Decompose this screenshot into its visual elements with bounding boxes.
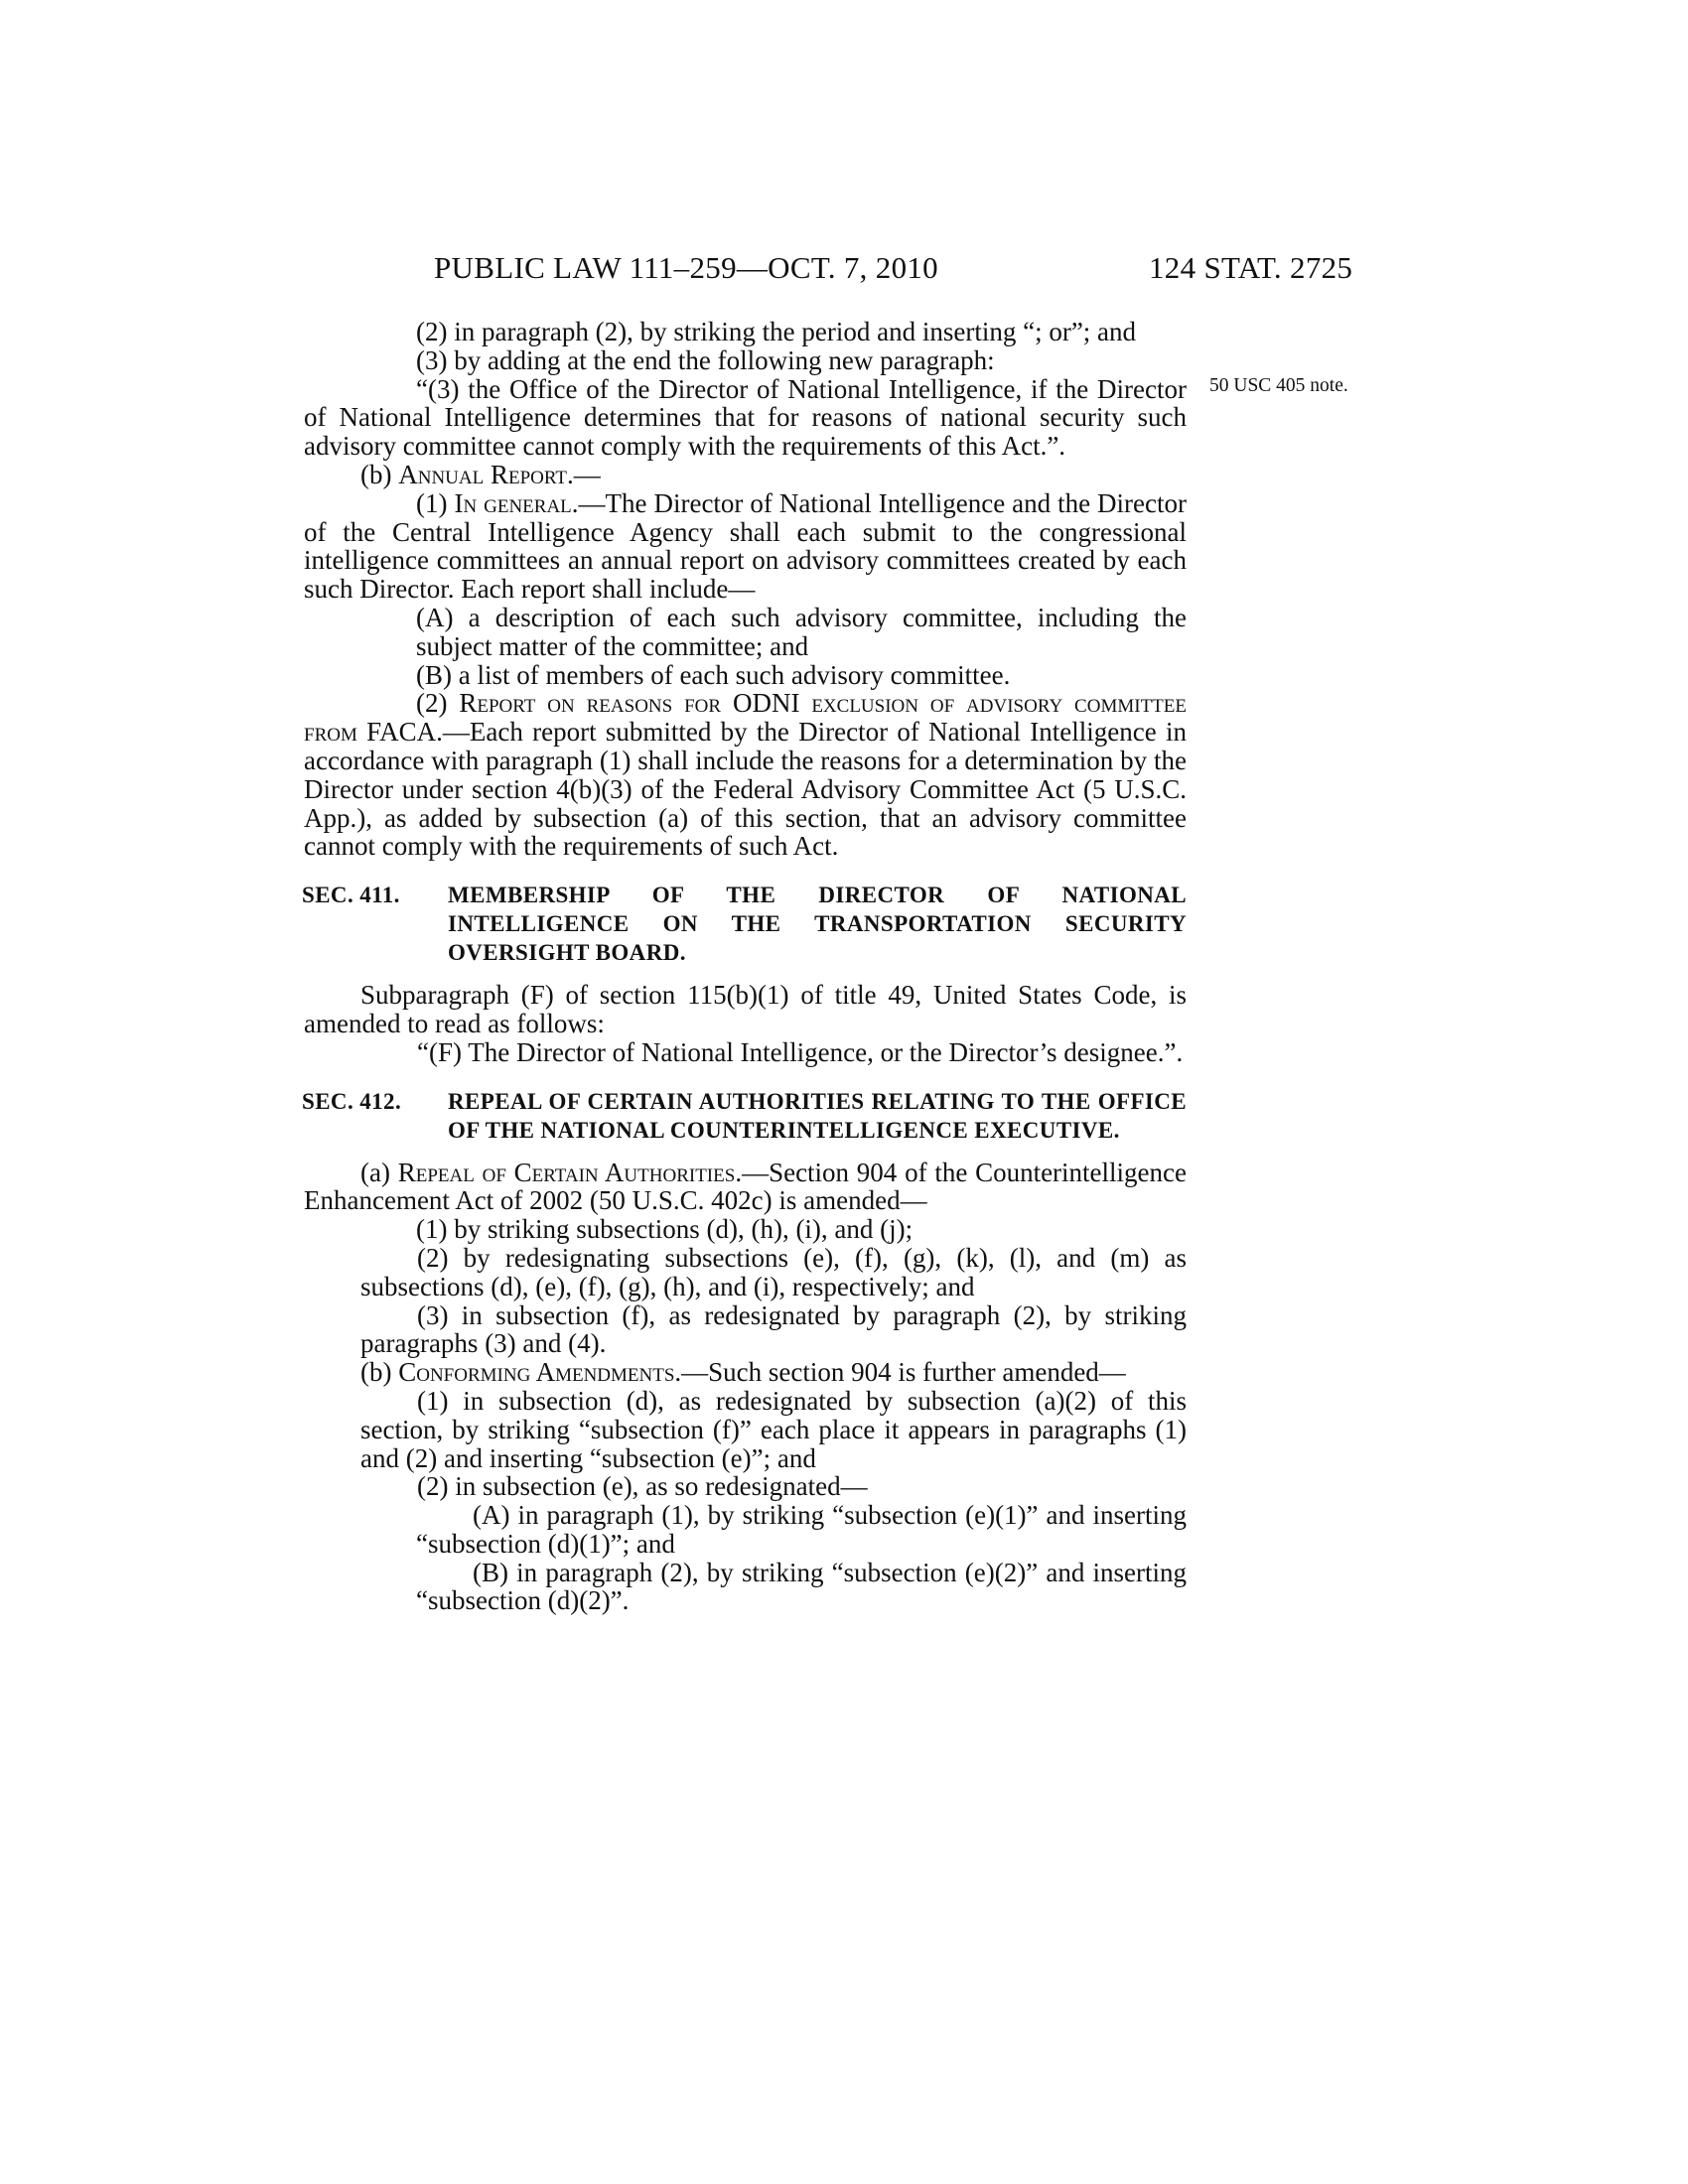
paragraph-a2: (2) by redesignating subsections (e), (f), (g), (k), (l), and (m) as subsections (d), (e), (f), (g), (h), and (i), respectively; and [360,1242,1187,1301]
section-title: MEMBERSHIP OF THE DIRECTOR OF NATIONAL INTELLIGENCE ON THE TRANSPORTATION SECURITY OVERSIGHT BOARD. [448,883,1187,966]
margin-note: 50 USC 405 note. [1209,375,1348,396]
subsection-a: (a) Repeal of Certain Authorities.—Section 904 of the Counterintelligence Enhancement Act of 2002 (50 U.S.C. 402c) is amended— [304,1157,1187,1216]
paragraph-a1: (1) by striking subsections (d), (h), (i), and (j); [416,1214,914,1245]
paragraph-c2: (2) in subsection (e), as so redesignated— [417,1471,868,1502]
section-title: REPEAL OF CERTAIN AUTHORITIES RELATING TO THE OFFICE OF THE NATIONAL COUNTERINTELLIGENCE EXECUTIVE. [448,1088,1187,1143]
section-411-heading [302,881,1187,967]
paragraph: (3) by adding at the end the following new paragraph: [416,344,995,375]
subparagraph-B: (B) a list of members of each such advisory committee. [416,659,1011,690]
section-412-heading [302,1087,1187,1145]
paragraph-heading-text: In general [454,487,572,518]
paragraph: (2) in paragraph (2), by striking the period and inserting “; or”; and [416,317,1137,346]
section-number: SEC. 411. [302,883,400,908]
section-number: SEC. 412. [302,1088,402,1114]
subsection-b-heading: (b) Annual Report.— [360,459,601,489]
quoted-paragraph: “(3) the Office of the Director of National Intelligence, if the Director of National Intelligence determines that for reasons of national security such advisory committee cannot comply with the requirements of this Act.”. [304,373,1187,462]
header-title: PUBLIC LAW 111–259—OCT. 7, 2010 [434,250,938,285]
paragraph-b2: (2) Report on reasons for ODNI exclusion of advisory committee from FACA.—Each report submitted by the Director of National Intelligence in accordance with paragraph (1) shall include the reasons for a determination by the Director under section 4(b)(3) of the Federal Advisory Committee Act (5 U.S.C. App.), as added by subsection (a) of this section, that an advisory committee cannot comply with the requirements of such Act. [304,688,1187,862]
quoted-paragraph: “(F) The Director of National Intelligence, or the Director’s designee.”. [417,1036,1184,1067]
paragraph-heading-text: Report on reasons for ODNI exclusion of advisory committee from FACA [304,688,1187,748]
subsection-b-conforming: (b) Conforming Amendments.—Such section 904 is further amended— [360,1357,1126,1388]
document-body [304,318,1187,1615]
paragraph-c1: (1) in subsection (d), as redesignated by subsection (a)(2) of this section, by striking “subsection (f)” each place it appears in paragraphs (1) and (2) and inserting “subsection (e)”; and [360,1385,1187,1473]
subsection-heading-text: Annual Report [398,459,568,489]
paragraph-b1: (1) In general.—The Director of National Intelligence and the Director of the Central Intelligence Agency shall each submit to the congressional intelligence committees an annual report on advisory committees created by each such Director. Each report shall include— [304,487,1187,605]
subparagraph-A: (A) a description of each such advisory committee, including the subject matter of the committee; and [416,602,1187,661]
subparagraph-cA: (A) in paragraph (1), by striking “subsection (e)(1)” and inserting “subsection (d)(1)”; and [416,1500,1187,1559]
running-header [0,250,1688,290]
paragraph: Subparagraph (F) of section 115(b)(1) of title 49, United States Code, is amended to read as follows: [304,980,1187,1038]
subsection-heading-text: Conforming Amendments [398,1357,675,1388]
header-page-number: 124 STAT. 2725 [1149,250,1353,285]
paragraph-a3: (3) in subsection (f), as redesignated by paragraph (2), by striking paragraphs (3) and (4). [360,1299,1187,1359]
subparagraph-cB: (B) in paragraph (2), by striking “subsection (e)(2)” and inserting “subsection (d)(2)”. [416,1557,1187,1616]
subsection-heading-text: Repeal of Certain Authorities [397,1157,736,1187]
